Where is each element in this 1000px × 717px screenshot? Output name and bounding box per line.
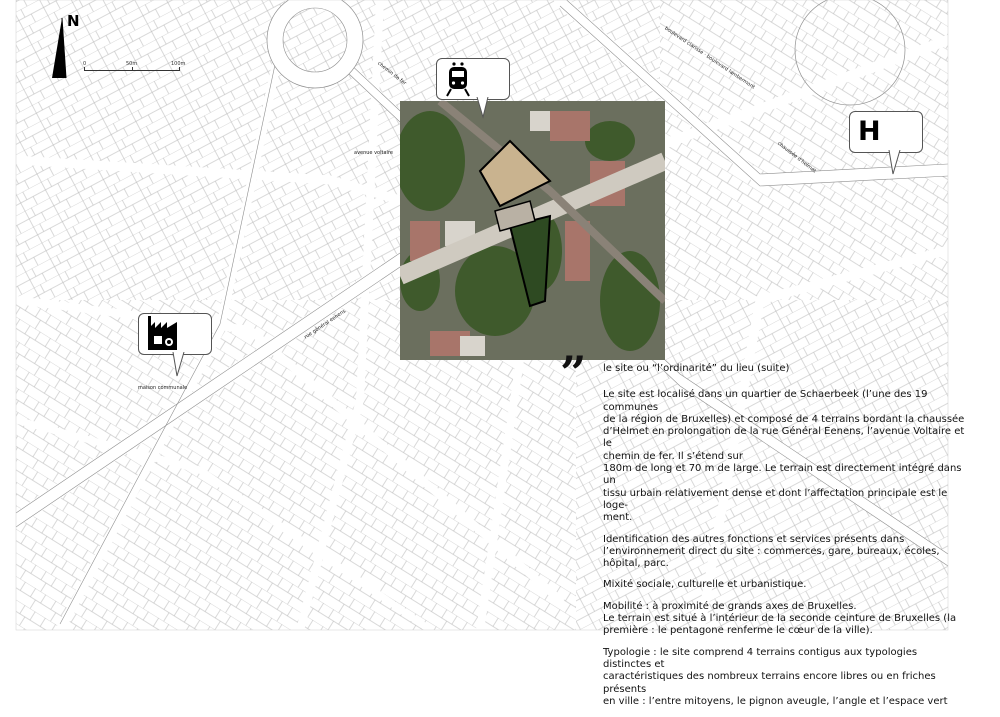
street-label-chemin-de-fer: chemin de fer <box>376 60 408 87</box>
paragraph-location: Le site est localisé dans un quartier de Schaerbeek (l’une des 19 communes de la région de Bruxelles) et composé de 4 terrains bordant la chaussée d’Helmet en prolongation de la rue Général Eenens, l’avenue Voltaire et le chemin de fer. Il s’étend sur 180m de long et 70 m de large. Le terrain est directement intégré dans un tissu urbain relativement dense et dont l’affectation principale est le loge- ment. <box>603 389 965 524</box>
train-callout-tail <box>476 97 490 119</box>
street-label-boulevard: boulevard clarisse · boulevard lambermont <box>663 25 756 91</box>
scale-bar <box>83 61 186 78</box>
paragraph-typology: Typologie : le site comprend 4 terrains contigus aux typologies distinctes et caractéristiques des nombreux terrains encore libres ou en friches présents en ville : l’entre mitoyens, le pignon aveugle, l’angle et l’espace vert <box>603 646 948 707</box>
north-arrow <box>48 14 88 80</box>
hospital-callout <box>849 111 923 153</box>
train-icon <box>443 61 473 97</box>
town-hall-callout-tail <box>172 352 186 378</box>
scale-tick-50m: 50m <box>126 61 138 67</box>
paragraph-services: Identification des autres fonctions et services présents dans l’environnement direct du site : commerces, gare, bureaux, écoles, hôpital, parc. <box>603 533 940 570</box>
section-heading: le site ou “l’ordinarité” du lieu (suite) <box>603 363 790 374</box>
street-label-rue-general-eenens: rue général eenens <box>303 308 348 341</box>
town-hall-callout <box>138 313 212 355</box>
aerial-photo <box>400 101 665 360</box>
street-label-maison-communale: maison communale <box>138 385 188 391</box>
quote-mark: ” <box>560 346 587 400</box>
paragraph-mixity: Mixité sociale, culturelle et urbanistique. <box>603 579 807 591</box>
hospital-icon: H <box>858 116 881 147</box>
scale-tick-0: 0 <box>83 61 87 67</box>
hospital-callout-tail <box>888 150 902 176</box>
train-callout <box>436 58 510 100</box>
description-text <box>603 363 968 717</box>
north-label: N <box>67 12 80 30</box>
paragraph-mobility: Mobilité : à proximité de grands axes de Bruxelles. Le terrain est situé à l’intérieur de la seconde ceinture de Bruxelles (la première : le pentagone renferme le cœur de la ville). <box>603 600 957 637</box>
town-hall-icon <box>143 314 183 352</box>
scale-tick-100m: 100m <box>171 61 186 67</box>
street-label-chaussee-helmet: chaussée d'helmet <box>776 140 818 175</box>
street-label-avenue-voltaire: avenue voltaire <box>354 150 393 156</box>
